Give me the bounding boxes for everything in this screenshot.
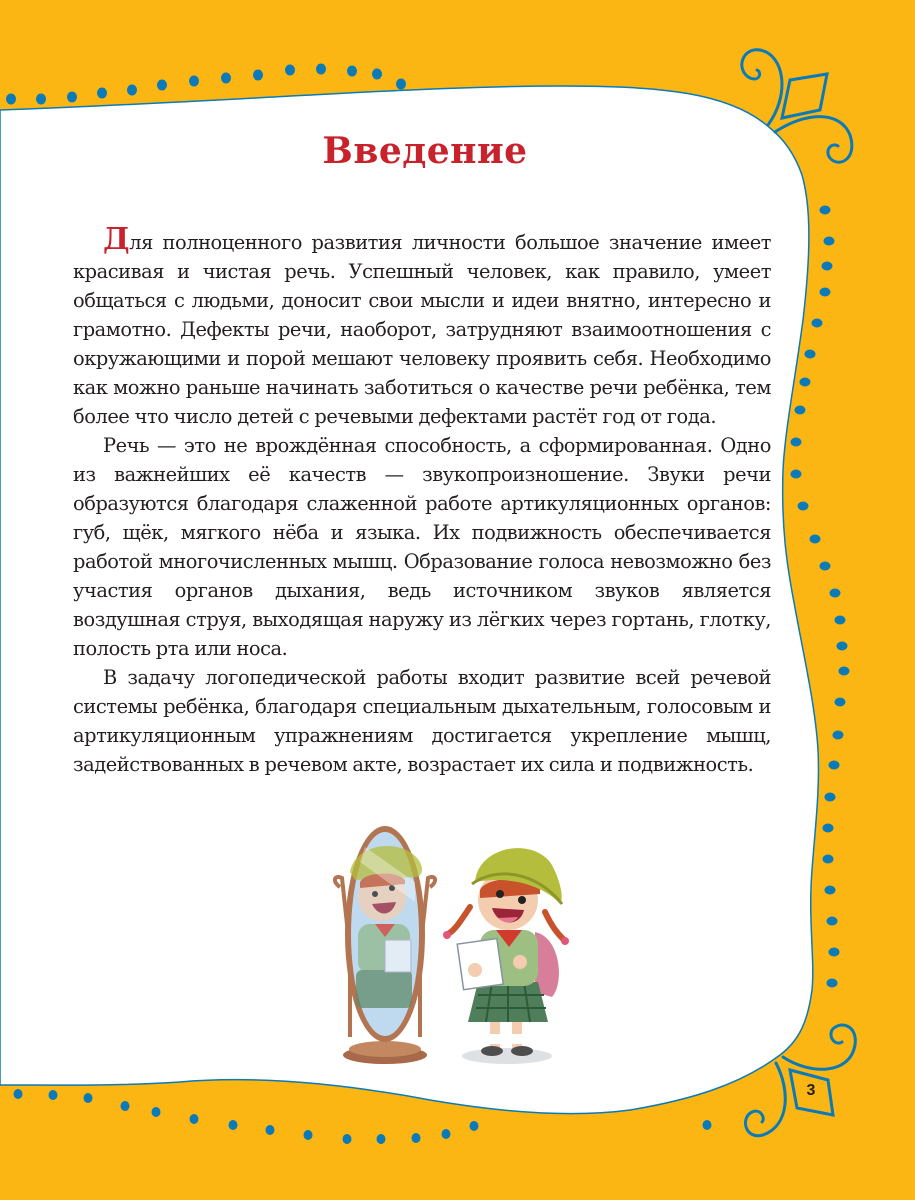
page-title: Введение bbox=[322, 130, 528, 172]
paragraph-1 bbox=[73, 222, 771, 431]
body-text bbox=[73, 222, 771, 779]
girl-with-notebook bbox=[443, 848, 569, 1064]
page-number: 3 bbox=[806, 1082, 816, 1099]
paragraph-2: Речь — это не врождённая способность, а сформированная. Одно из важнейших её качеств — звукопроизношение. Звуки речи образуются благодаря слаженной работе артикуляционных органов: губ, щёк, мягкого нёба и языка. Их подвижность обеспечивается работой многочисленных мышц. Образование голоса невозможно без участия органов дыхания, ведь источником звуков является воздушная струя, выходящая наружу из лёгких через гортань, глотку, полость рта или носа. bbox=[73, 434, 771, 660]
paragraph-1-text: ля полноценного развития личности большое значение имеет красивая и чистая речь. Успешный человек, как правило, умеет общаться с людьми, доносит свои мысли и идеи внятно, интересно и грамотно. Дефекты речи, наоборот, затрудняют взаимоотношения с окружающими и порой мешают человеку проявить себя. Необходимо как можно раньше начинать заботиться о качестве речи ребёнка, тем более что число детей с речевыми дефектами растёт год от года. bbox=[73, 231, 771, 428]
drop-cap: Д bbox=[103, 222, 130, 257]
standing-mirror bbox=[335, 826, 435, 1064]
mirror-girl-illustration bbox=[320, 812, 580, 1067]
paragraph-3: В задачу логопедической работы входит развитие всей речевой системы ребёнка, благодаря специальным дыхательным, голосовым и артикуляционным упражнениям достигается укрепление мышц, задействованных в речевом акте, возрастает их сила и подвижность. bbox=[73, 666, 771, 776]
